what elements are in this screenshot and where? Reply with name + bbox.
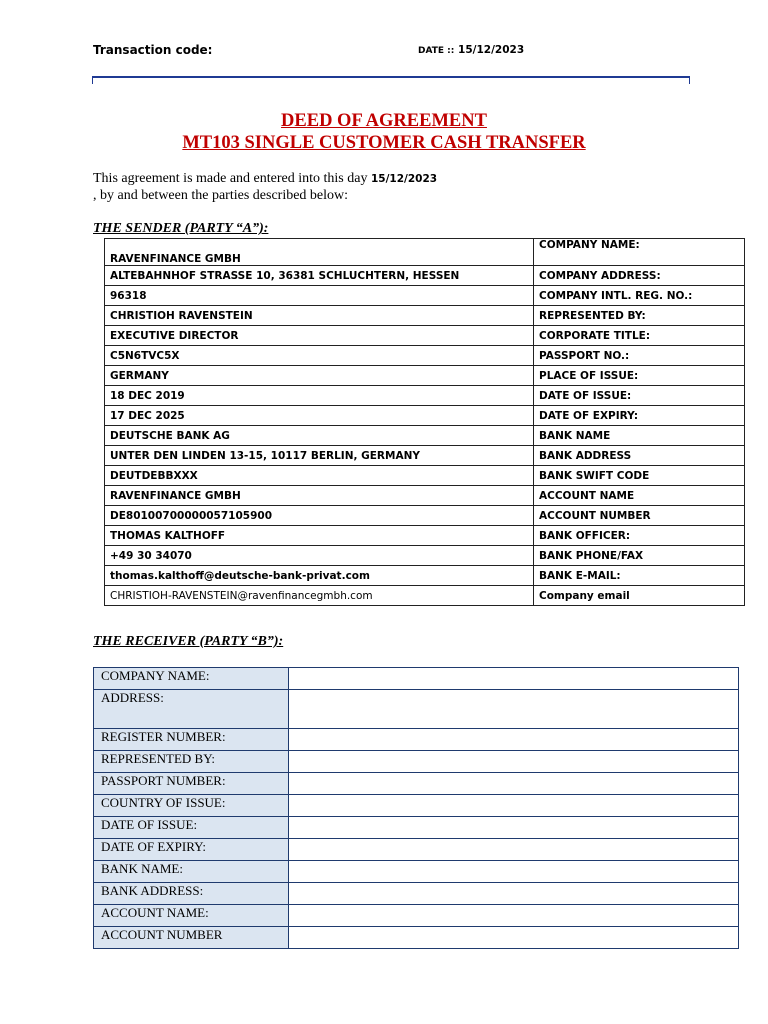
receiver-input[interactable]	[289, 668, 739, 690]
table-row	[105, 286, 745, 306]
date-label: DATE ::	[418, 46, 455, 56]
receiver-label: COMPANY NAME:	[94, 668, 289, 690]
table-row	[94, 905, 739, 927]
receiver-label: BANK NAME:	[94, 861, 289, 883]
sender-label: BANK ADDRESS	[534, 446, 745, 466]
receiver-table	[93, 667, 739, 949]
sender-label: COMPANY INTL. REG. NO.:	[534, 286, 745, 306]
sender-value: DEUTDEBBXXX	[105, 466, 534, 486]
receiver-label: ACCOUNT NUMBER	[94, 927, 289, 949]
intro-line-2: , by and between the parties described below:	[93, 188, 349, 203]
sender-table	[104, 238, 745, 606]
table-row	[105, 526, 745, 546]
document-subtitle: MT103 SINGLE CUSTOMER CASH TRANSFER	[182, 133, 586, 153]
sender-value: THOMAS KALTHOFF	[105, 526, 534, 546]
table-row	[105, 366, 745, 386]
table-row	[105, 306, 745, 326]
receiver-label: COUNTRY OF ISSUE:	[94, 795, 289, 817]
receiver-input[interactable]	[289, 795, 739, 817]
sender-label: ACCOUNT NAME	[534, 486, 745, 506]
sender-value: ALTEBAHNHOF STRASSE 10, 36381 SCHLUCHTERN, HESSEN	[105, 266, 534, 286]
sender-label: BANK NAME	[534, 426, 745, 446]
receiver-input[interactable]	[289, 927, 739, 949]
table-row	[94, 927, 739, 949]
table-row	[94, 861, 739, 883]
sender-value: C5N6TVC5X	[105, 346, 534, 366]
bank-email-link[interactable]: thomas.kalthoff@deutsche-bank-privat.com	[105, 566, 534, 586]
sender-value: UNTER DEN LINDEN 13-15, 10117 BERLIN, GERMANY	[105, 446, 534, 466]
intro-line	[93, 171, 437, 187]
receiver-label: ADDRESS:	[94, 690, 289, 729]
transaction-code-label: Transaction code:	[93, 43, 213, 57]
table-row	[105, 426, 745, 446]
sender-label: Company email	[534, 586, 745, 606]
table-row	[94, 839, 739, 861]
sender-value: CHRISTIOH RAVENSTEIN	[105, 306, 534, 326]
sender-label: ACCOUNT NUMBER	[534, 506, 745, 526]
receiver-input[interactable]	[289, 729, 739, 751]
table-row	[94, 773, 739, 795]
table-row	[105, 446, 745, 466]
header-rule	[92, 76, 690, 84]
receiver-input[interactable]	[289, 861, 739, 883]
table-row	[105, 586, 745, 606]
table-row	[105, 466, 745, 486]
table-row	[94, 795, 739, 817]
table-row	[105, 266, 745, 286]
table-row	[105, 486, 745, 506]
table-row	[94, 883, 739, 905]
receiver-label: REGISTER NUMBER:	[94, 729, 289, 751]
sender-label: CORPORATE TITLE:	[534, 326, 745, 346]
sender-value: RAVENFINANCE GMBH	[105, 239, 534, 266]
sender-label: DATE OF EXPIRY:	[534, 406, 745, 426]
sender-label: PLACE OF ISSUE:	[534, 366, 745, 386]
intro-date: 15/12/2023	[370, 173, 438, 185]
receiver-label: PASSPORT NUMBER:	[94, 773, 289, 795]
table-row	[105, 546, 745, 566]
sender-value: 18 DEC 2019	[105, 386, 534, 406]
date-value: 15/12/2023	[458, 44, 525, 56]
table-row	[105, 239, 745, 266]
date-field	[418, 44, 524, 56]
sender-value: EXECUTIVE DIRECTOR	[105, 326, 534, 346]
sender-label: PASSPORT NO.:	[534, 346, 745, 366]
sender-value: DE80100700000057105900	[105, 506, 534, 526]
table-row	[105, 406, 745, 426]
receiver-label: DATE OF ISSUE:	[94, 817, 289, 839]
receiver-input[interactable]	[289, 751, 739, 773]
sender-value: +49 30 34070	[105, 546, 534, 566]
table-row	[105, 506, 745, 526]
receiver-input[interactable]	[289, 905, 739, 927]
intro-text: This agreement is made and entered into this day	[93, 171, 368, 186]
receiver-input[interactable]	[289, 839, 739, 861]
table-row	[105, 386, 745, 406]
sender-label: REPRESENTED BY:	[534, 306, 745, 326]
sender-label: BANK OFFICER:	[534, 526, 745, 546]
receiver-label: BANK ADDRESS:	[94, 883, 289, 905]
table-row	[94, 751, 739, 773]
receiver-label: ACCOUNT NAME:	[94, 905, 289, 927]
sender-label: BANK PHONE/FAX	[534, 546, 745, 566]
table-row	[105, 566, 745, 586]
table-row	[94, 668, 739, 690]
document-title: DEED OF AGREEMENT	[281, 111, 487, 131]
sender-value: GERMANY	[105, 366, 534, 386]
receiver-input[interactable]	[289, 773, 739, 795]
table-row	[105, 326, 745, 346]
sender-label: DATE OF ISSUE:	[534, 386, 745, 406]
table-row	[94, 690, 739, 729]
company-email-link[interactable]: CHRISTIOH-RAVENSTEIN@ravenfinancegmbh.com	[105, 586, 534, 606]
receiver-input[interactable]	[289, 817, 739, 839]
receiver-input[interactable]	[289, 883, 739, 905]
table-row	[94, 817, 739, 839]
table-row	[94, 729, 739, 751]
receiver-input[interactable]	[289, 690, 739, 729]
receiver-heading: THE RECEIVER (PARTY “B”):	[93, 634, 284, 649]
sender-value: 17 DEC 2025	[105, 406, 534, 426]
sender-heading: THE SENDER (PARTY “A”):	[93, 221, 269, 236]
sender-label: COMPANY NAME:	[534, 239, 745, 266]
sender-value: 96318	[105, 286, 534, 306]
sender-label: BANK SWIFT CODE	[534, 466, 745, 486]
sender-label: COMPANY ADDRESS:	[534, 266, 745, 286]
receiver-label: DATE OF EXPIRY:	[94, 839, 289, 861]
table-row	[105, 346, 745, 366]
sender-value: RAVENFINANCE GMBH	[105, 486, 534, 506]
sender-label: BANK E-MAIL:	[534, 566, 745, 586]
sender-value: DEUTSCHE BANK AG	[105, 426, 534, 446]
receiver-label: REPRESENTED BY:	[94, 751, 289, 773]
